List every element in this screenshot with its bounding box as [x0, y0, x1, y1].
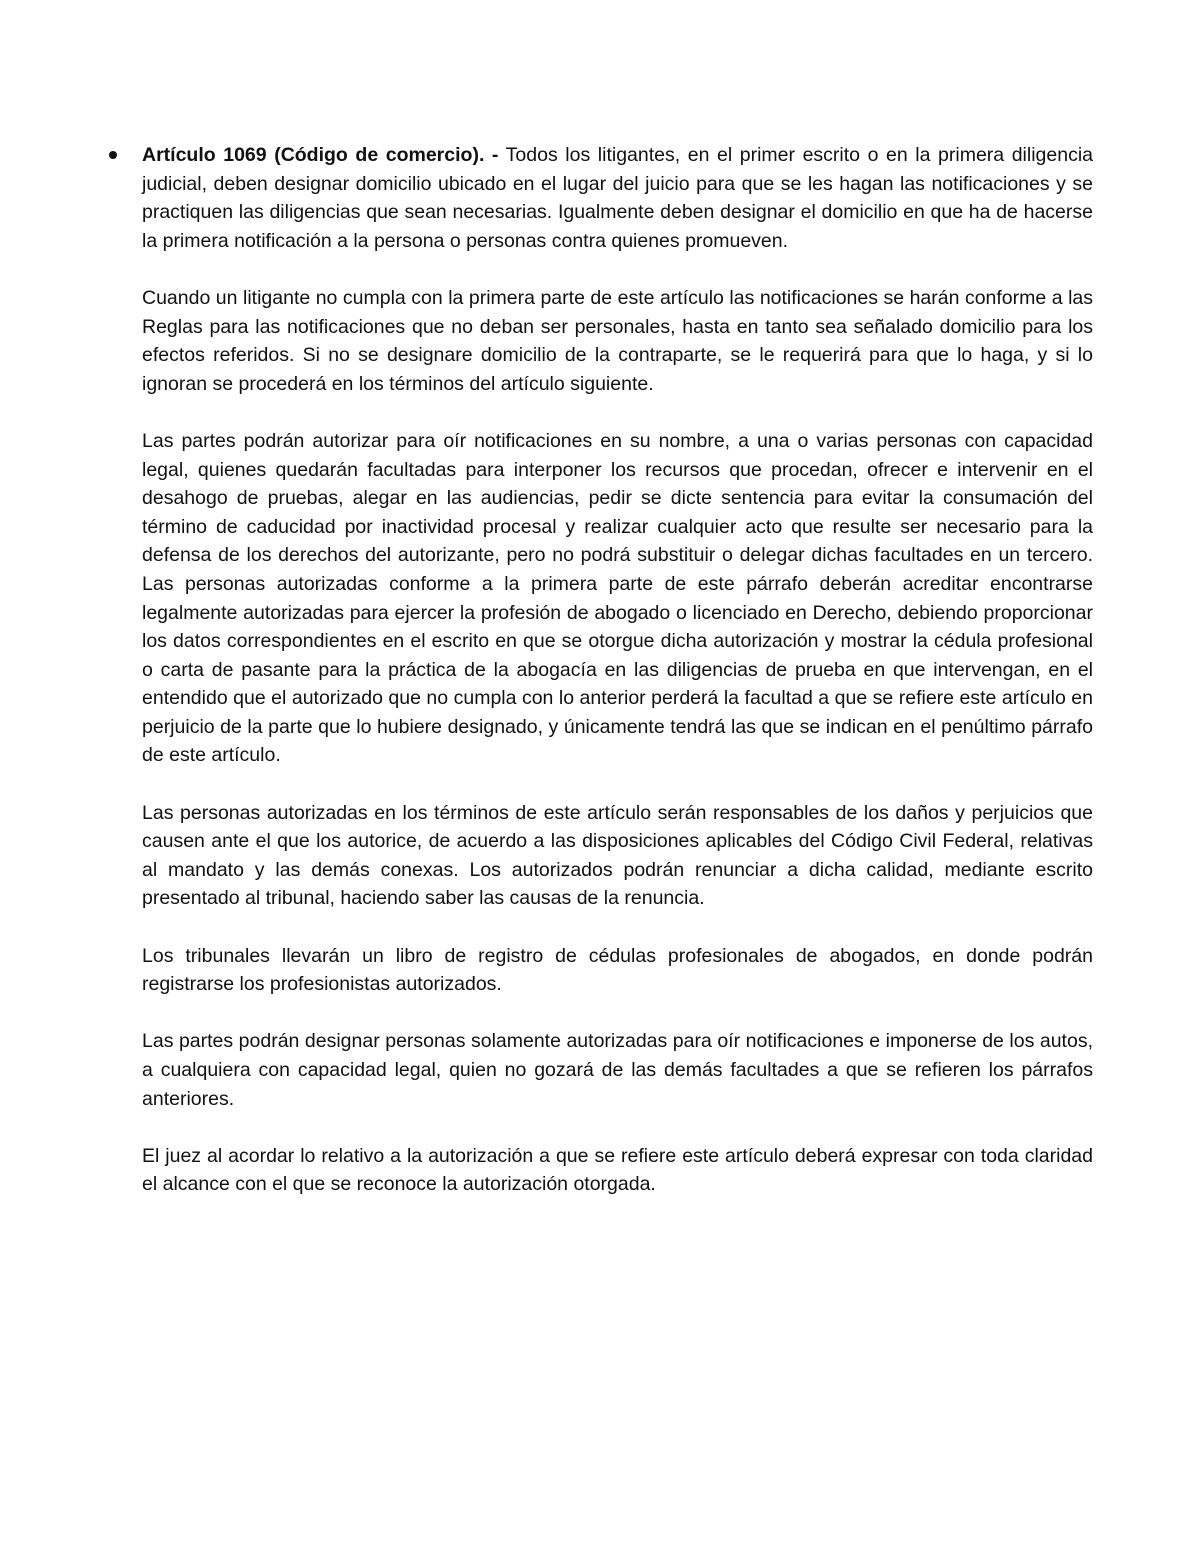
article-first-paragraph — [142, 141, 1093, 255]
paragraph-2: Cuando un litigante no cumpla con la primera parte de este artículo las notificaciones se harán conforme a las Reglas para las notificaciones que no deban ser personales, hasta en tanto sea señalado domicilio para los efectos referidos. Si no se designare domicilio de la contraparte, se le requerirá para que lo haga, y si lo ignoran se procederá en los términos del artículo siguiente. — [142, 286, 1093, 395]
article-intro-text: Todos los litigantes, en el primer escrito o en la primera diligencia judicial, deben designar domicilio ubicado en el lugar del juicio para que se les hagan las notificaciones y se practiquen las diligencias que sean necesarias. Igualmente deben designar el domicilio en que ha de hacerse la primera notificación a la persona o personas contra quienes promueven. — [142, 144, 1094, 252]
paragraph-6: Las partes podrán designar personas solamente autorizadas para oír notificaciones e imponerse de los autos, a cualquiera con capacidad legal, quien no gozará de las demás facultades a que se refieren los párrafos anteriores. — [142, 1030, 1093, 1110]
article-heading: Artículo 1069 (Código de comercio). - — [142, 144, 499, 166]
article-list-item — [142, 141, 1093, 1199]
paragraph-7: El juez al acordar lo relativo a la autorización a que se refiere este artículo deberá expresar con toda claridad el alcance con el que se reconoce la autorización otorgada. — [142, 1144, 1093, 1196]
paragraph-3: Las partes podrán autorizar para oír notificaciones en su nombre, a una o varias personas con capacidad legal, quienes quedarán facultadas para interponer los recursos que procedan, ofrecer e intervenir en el desahogo de pruebas, alegar en las audiencias, pedir se dicte sentencia para evitar la consumación del término de caducidad por inactividad procesal y realizar cualquier acto que resulte ser necesario para la defensa de los derechos del autorizante, pero no podrá substituir o delegar dichas facultades en un tercero. Las personas autorizadas conforme a la primera parte de este párrafo deberán acreditar encontrarse legalmente autorizadas para ejercer la profesión de abogado o licenciado en Derecho, debiendo proporcionar los datos correspondientes en el escrito en que se otorgue dicha autorización y mostrar la cédula profesional o carta de pasante para la práctica de la abogacía en las diligencias de prueba en que intervengan, en el entendido que el autorizado que no cumpla con lo anterior perderá la facultad a que se refiere este artículo en perjuicio de la parte que lo hubiere designado, y únicamente tendrá las que se indican en el penúltimo párrafo de este artículo. — [142, 429, 1093, 767]
paragraph-4: Las personas autorizadas en los términos de este artículo serán responsables de los daños y perjuicios que causen ante el que los autorice, de acuerdo a las disposiciones aplicables del Código Civil Federal, relativas al mandato y las demás conexas. Los autorizados podrán renunciar a dicha calidad, mediante escrito presentado al tribunal, haciendo saber las causas de la renuncia. — [142, 801, 1093, 910]
paragraph-5: Los tribunales llevarán un libro de registro de cédulas profesionales de abogados, en donde podrán registrarse los profesionistas autorizados. — [142, 944, 1093, 996]
bullet-icon — [109, 151, 117, 159]
